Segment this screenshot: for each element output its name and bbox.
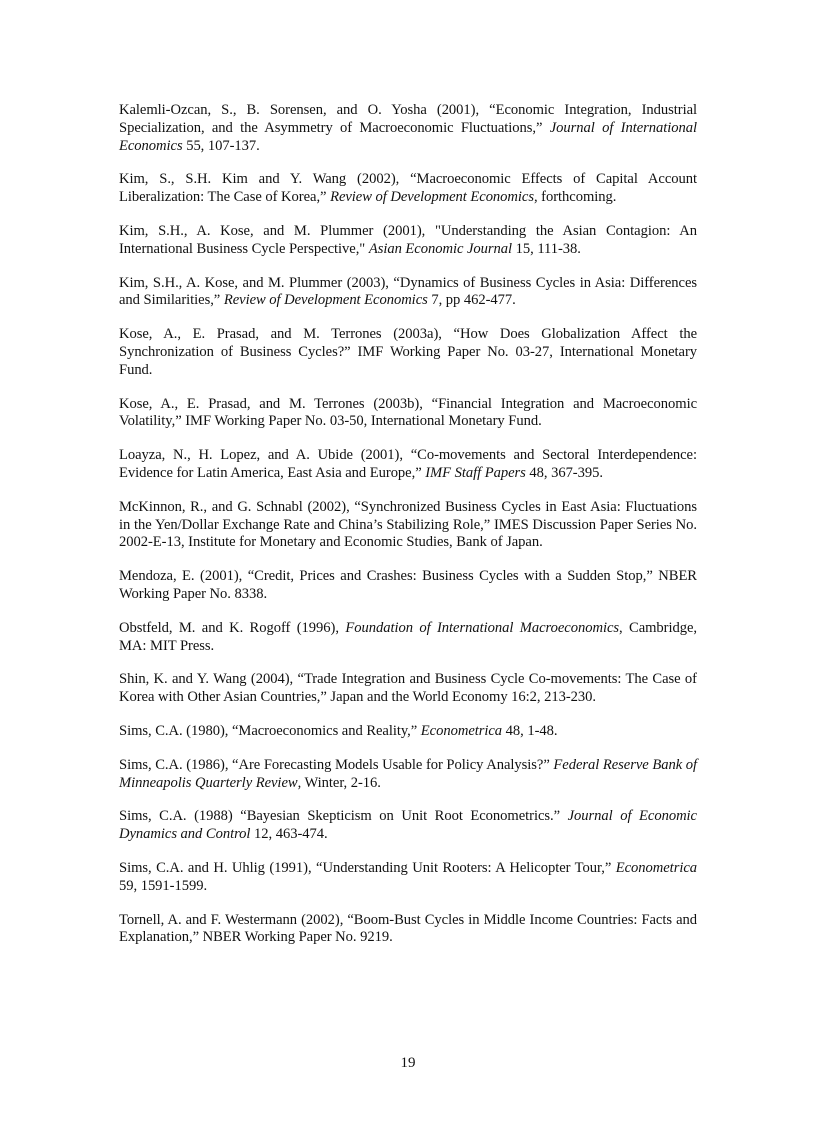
reference-entry <box>119 396 697 432</box>
reference-source-title: Journal of International Economics <box>119 119 698 154</box>
reference-entry <box>119 671 697 707</box>
reference-source-title: IMF Staff Papers <box>425 464 526 481</box>
reference-entry <box>119 568 697 604</box>
reference-text: Sims, C.A. and H. Uhlig (1991), “Understanding Unit Rooters: A Helicopter Tour,” <box>119 859 616 876</box>
reference-text: Mendoza, E. (2001), “Credit, Prices and Crashes: Business Cycles with a Sudden Stop,” NBER Working Paper No. 8338. <box>119 568 697 602</box>
reference-source-title: Review of Development Economics <box>330 189 534 206</box>
reference-text: 48, 1-48. <box>502 722 558 739</box>
reference-entry <box>119 326 697 379</box>
reference-text: Kose, A., E. Prasad, and M. Terrones (2003b), “Financial Integration and Macroeconomic Volatility,” IMF Working Paper No. 03-50, International Monetary Fund. <box>119 395 697 430</box>
reference-text: Shin, K. and Y. Wang (2004), “Trade Integration and Business Cycle Co-movements: The Case of Korea with Other Asian Countries,” Japan and the World Economy 16:2, 213-230. <box>119 671 697 706</box>
reference-entry <box>119 447 697 483</box>
reference-text: 12, 463-474. <box>250 826 328 843</box>
reference-text: , Cambridge, MA: MIT Press. <box>119 619 698 654</box>
reference-entry <box>119 499 697 552</box>
reference-text: 59, 1591-1599. <box>119 877 208 894</box>
reference-text: 48, 367-395. <box>525 464 603 481</box>
reference-text: 55, 107-137. <box>182 137 260 154</box>
reference-entry <box>119 723 697 741</box>
reference-source-title: Econometrica <box>420 722 503 739</box>
reference-text: Kim, S., S.H. Kim and Y. Wang (2002), “Macroeconomic Effects of Capital Account Liberalization: The Case of Korea,” <box>119 171 697 206</box>
reference-text: Sims, C.A. (1986), “Are Forecasting Models Usable for Policy Analysis?” <box>119 756 554 773</box>
reference-text: Kalemli-Ozcan, S., B. Sorensen, and O. Yosha (2001), “Economic Integration, Industrial Specialization, and the Asymmetry of Macroeconomic Fluctuations,” <box>119 102 697 136</box>
reference-text: , forthcoming. <box>533 189 617 206</box>
reference-text: Sims, C.A. (1980), “Macroeconomics and Reality,” <box>119 722 421 739</box>
reference-entry <box>119 620 697 656</box>
reference-text: 15, 111-38. <box>512 240 581 257</box>
reference-list <box>119 102 697 963</box>
reference-text: Loayza, N., H. Lopez, and A. Ubide (2001), “Co-movements and Sectoral Interdependence: Evidence for Latin America, East Asia and Europe,” <box>119 447 697 481</box>
reference-text: 7, pp 462-477. <box>427 292 516 309</box>
reference-entry <box>119 860 697 896</box>
reference-source-title: Review of Development Economics <box>223 292 428 309</box>
reference-text: , Winter, 2-16. <box>297 774 381 791</box>
reference-entry <box>119 757 697 793</box>
reference-source-title: Journal of Economic Dynamics and Control <box>119 808 697 843</box>
reference-text: Kim, S.H., A. Kose, and M. Plummer (2001), "Understanding the Asian Contagion: An International Business Cycle Perspective," <box>119 222 697 257</box>
reference-entry <box>119 102 697 155</box>
reference-text: Tornell, A. and F. Westermann (2002), “Boom-Bust Cycles in Middle Income Countries: Facts and Explanation,” NBER Working Paper No. 9219. <box>119 911 697 946</box>
reference-entry <box>119 171 697 207</box>
reference-entry <box>119 808 697 844</box>
reference-text: McKinnon, R., and G. Schnabl (2002), “Synchronized Business Cycles in East Asia: Fluctuations in the Yen/Dollar Exchange Rate and China’s Stabilizing Role,” IMES Discussion Paper Series No. 2002-E-13, Institute for Monetary and Economic Studies, Bank of Japan. <box>119 498 697 551</box>
reference-text: Kim, S.H., A. Kose, and M. Plummer (2003), “Dynamics of Business Cycles in Asia: Differences and Similarities,” <box>119 274 697 309</box>
reference-entry <box>119 912 697 948</box>
reference-source-title: Asian Economic Journal <box>368 240 513 257</box>
page-number: 19 <box>400 1055 416 1071</box>
reference-text: Kose, A., E. Prasad, and M. Terrones (2003a), “How Does Globalization Affect the Synchronization of Business Cycles?” IMF Working Paper No. 03-27, International Monetary Fund. <box>119 326 697 378</box>
reference-entry <box>119 275 697 311</box>
reference-source-title: Federal Reserve Bank of Minneapolis Quarterly Review <box>119 756 697 791</box>
reference-text: Obstfeld, M. and K. Rogoff (1996), <box>119 619 346 636</box>
reference-source-title: Foundation of International Macroeconomics <box>345 619 620 636</box>
reference-entry <box>119 223 697 259</box>
reference-source-title: Econometrica <box>615 859 697 876</box>
reference-text: Sims, C.A. (1988) “Bayesian Skepticism on Unit Root Econometrics.” <box>119 808 568 825</box>
